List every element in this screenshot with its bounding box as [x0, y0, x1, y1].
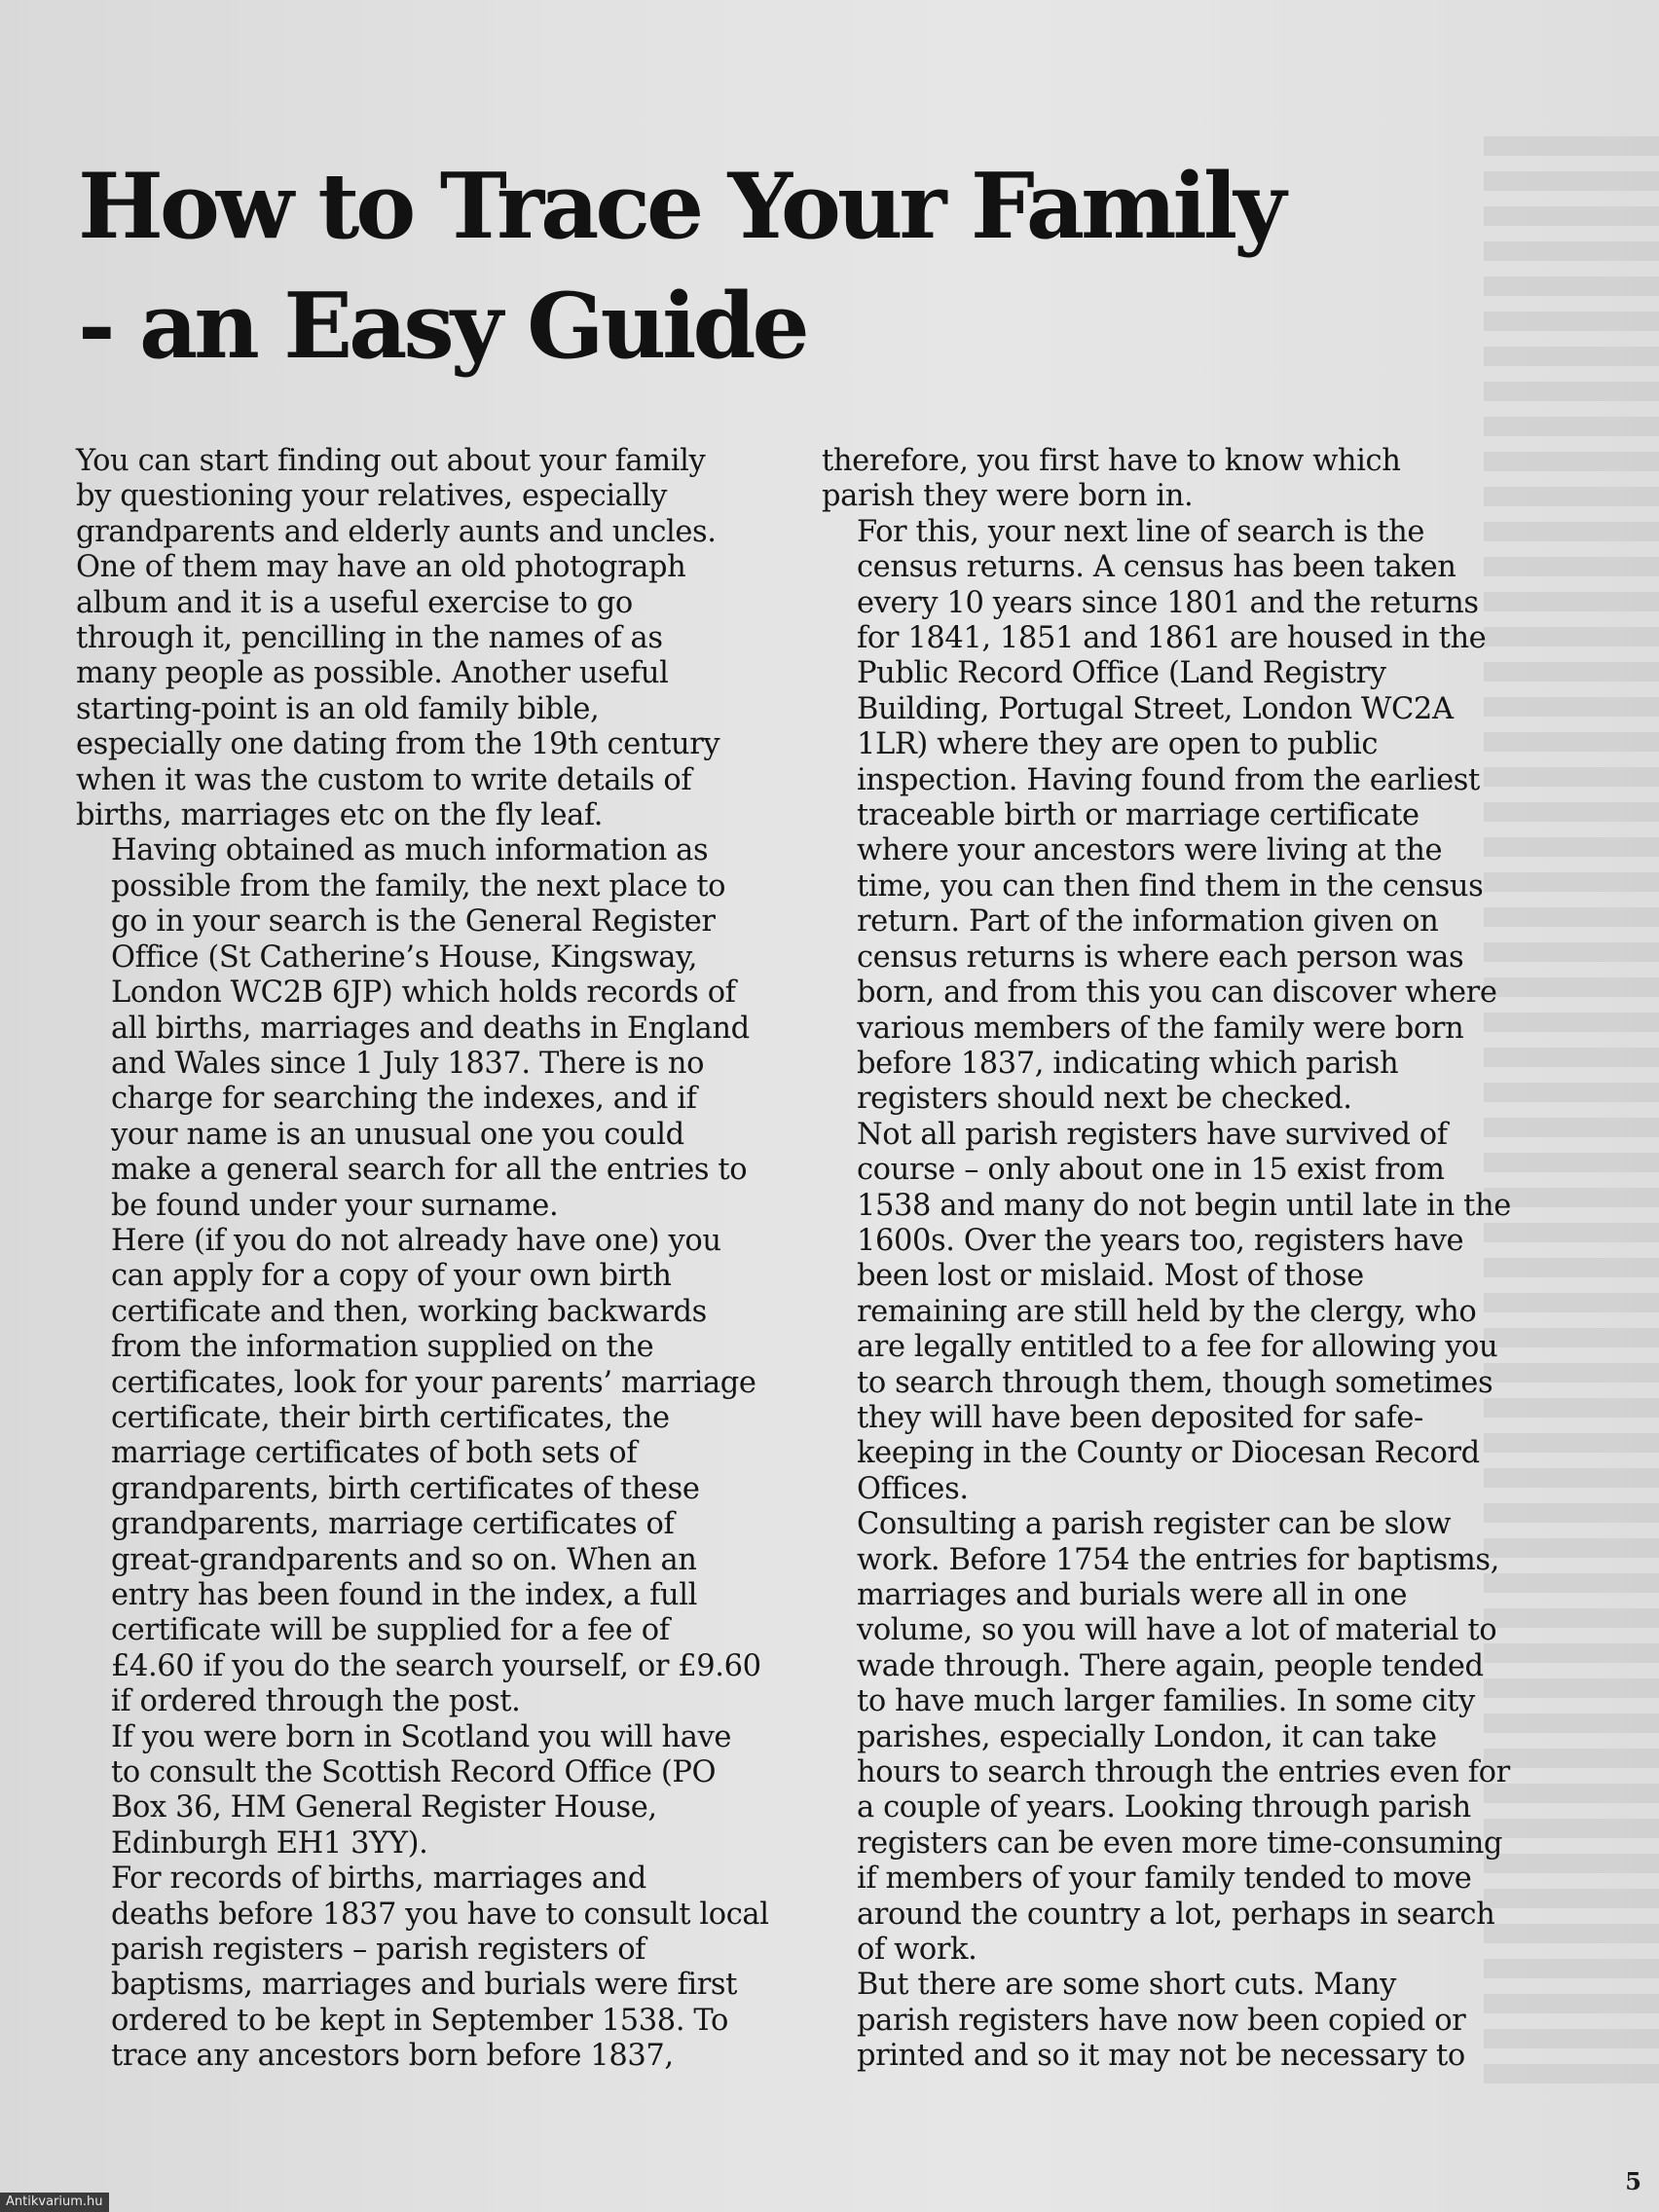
text-line: course – only about one in 15 exist from	[857, 1153, 1445, 1188]
text-line: wade through. There again, people tended	[857, 1648, 1484, 1683]
text-line: to consult the Scottish Record Office (PO	[111, 1755, 717, 1790]
text-line: when it was the custom to write details of	[76, 762, 692, 797]
text-line: births, marriages etc on the fly leaf.	[76, 798, 604, 833]
text-line: Public Record Office (Land Registry	[857, 656, 1386, 691]
text-line: therefore, you first have to know which	[822, 444, 1401, 478]
text-line: make a general search for all the entries to	[111, 1153, 748, 1188]
text-line: certificate will be supplied for a fee of	[111, 1613, 670, 1648]
text-line: inspection. Having found from the earliest	[857, 762, 1480, 797]
text-line: parishes, especially London, it can take	[857, 1719, 1437, 1754]
text-line: registers should next be checked.	[857, 1082, 1352, 1117]
text-line: parish registers have now been copied or	[857, 2003, 1466, 2038]
text-line: go in your search is the General Register	[111, 904, 716, 940]
page-number: 5	[1625, 2167, 1641, 2195]
text-line: deaths before 1837 you have to consult local	[111, 1897, 769, 1932]
text-line: from the information supplied on the	[111, 1330, 654, 1365]
text-line: work. Before 1754 the entries for baptisms,	[857, 1542, 1499, 1577]
text-line: Having obtained as much information as	[111, 833, 709, 868]
text-line: census returns is where each person was	[857, 940, 1464, 975]
text-line: through it, pencilling in the names of as	[76, 621, 663, 656]
text-line: £4.60 if you do the search yourself, or £9.60	[111, 1648, 761, 1683]
paragraph	[76, 444, 798, 833]
paragraph	[822, 444, 1538, 515]
text-line: great-grandparents and so on. When an	[111, 1542, 697, 1577]
text-line: various members of the family were born	[857, 1011, 1464, 1046]
paragraph	[822, 515, 1538, 1118]
text-line: grandparents and elderly aunts and uncles.	[76, 514, 717, 549]
text-line: hours to search through the entries even for	[857, 1755, 1510, 1790]
text-line: London WC2B 6JP) which holds records of	[111, 976, 736, 1011]
text-line: if members of your family tended to move	[857, 1862, 1472, 1897]
text-line: are legally entitled to a fee for allowing you	[857, 1330, 1498, 1365]
text-line: registers can be even more time-consuming	[857, 1825, 1503, 1861]
text-line: Not all parish registers have survived of	[857, 1117, 1448, 1152]
text-line: baptisms, marriages and burials were first	[111, 1968, 738, 2003]
text-line: For records of births, marriages and	[111, 1862, 646, 1897]
paragraph	[76, 1862, 798, 2074]
paragraph	[822, 1507, 1538, 1968]
paragraph	[76, 833, 798, 1223]
text-line: If you were born in Scotland you will have	[111, 1719, 732, 1754]
paragraph	[822, 1118, 1538, 1507]
text-line: parish registers – parish registers of	[111, 1933, 646, 1968]
text-line: trace any ancestors born before 1837,	[111, 2039, 674, 2074]
text-line: Offices.	[857, 1471, 969, 1506]
text-line: keeping in the County or Diocesan Record	[857, 1436, 1480, 1471]
text-line: marriage certificates of both sets of	[111, 1436, 638, 1471]
text-line: ordered to be kept in September 1538. To	[111, 2003, 728, 2038]
text-line: to search through them, though sometimes	[857, 1365, 1493, 1400]
text-line: can apply for a copy of your own birth	[111, 1259, 672, 1294]
text-line: around the country a lot, perhaps in search	[857, 1897, 1495, 1932]
paragraph	[76, 1224, 798, 1720]
text-line: to have much larger families. In some city	[857, 1684, 1475, 1719]
text-line: before 1837, indicating which parish	[857, 1046, 1399, 1081]
text-line: 1538 and many do not begin until late in the	[857, 1188, 1511, 1223]
text-line: if ordered through the post.	[111, 1684, 521, 1719]
text-line: possible from the family, the next place to	[111, 868, 726, 903]
text-line: all births, marriages and deaths in England	[111, 1011, 750, 1046]
text-line: certificates, look for your parents’ marriage	[111, 1365, 756, 1400]
text-line: Edinburgh EH1 3YY).	[111, 1825, 428, 1861]
paragraph	[76, 1720, 798, 1862]
text-line: charge for searching the indexes, and if	[111, 1082, 697, 1117]
text-line: grandparents, birth certificates of these	[111, 1471, 700, 1506]
text-line: return. Part of the information given on	[857, 904, 1439, 940]
title-line: - an Easy Guide	[78, 273, 806, 379]
text-line: entry has been found in the index, a full	[111, 1578, 697, 1612]
text-line: many people as possible. Another useful	[76, 656, 669, 691]
text-line: every 10 years since 1801 and the returns	[857, 585, 1479, 620]
text-line: 1LR) where they are open to public	[857, 727, 1378, 762]
text-line: certificate and then, working backwards	[111, 1294, 707, 1329]
text-line: by questioning your relatives, especially	[76, 479, 668, 514]
watermark: Antikvarium.hu	[0, 2193, 109, 2212]
text-line: album and it is a useful exercise to go	[76, 585, 633, 620]
text-line: of work.	[857, 1933, 977, 1968]
text-line: parish they were born in.	[822, 479, 1194, 514]
text-line: Consulting a parish register can be slow	[857, 1507, 1452, 1542]
text-line: for 1841, 1851 and 1861 are housed in the	[857, 621, 1487, 656]
text-line: your name is an unusual one you could	[111, 1117, 684, 1152]
text-line: a couple of years. Looking through parish	[857, 1790, 1471, 1825]
left-column	[76, 444, 798, 2075]
right-column	[822, 444, 1538, 2075]
text-line: printed and so it may not be necessary to	[857, 2039, 1465, 2074]
text-line: Here (if you do not already have one) you	[111, 1223, 721, 1258]
paragraph	[822, 1968, 1538, 2074]
text-line: time, you can then find them in the census	[857, 868, 1484, 903]
text-line: 1600s. Over the years too, registers have	[857, 1223, 1464, 1258]
text-line: where your ancestors were living at the	[857, 833, 1443, 868]
text-line: Box 36, HM General Register House,	[111, 1790, 657, 1825]
text-line: and Wales since 1 July 1837. There is no	[111, 1046, 705, 1081]
text-line: You can start finding out about your family	[76, 444, 706, 478]
text-line: Office (St Catherine’s House, Kingsway,	[111, 940, 698, 975]
title-line: How to Trace Your Family	[78, 153, 1283, 259]
article-title	[78, 146, 1441, 386]
text-line: marriages and burials were all in one	[857, 1578, 1408, 1612]
text-line: remaining are still held by the clergy, who	[857, 1294, 1477, 1329]
text-line: Building, Portugal Street, London WC2A	[857, 691, 1454, 726]
text-line: especially one dating from the 19th century	[76, 727, 720, 762]
text-line: census returns. A census has been taken	[857, 550, 1456, 585]
text-line: For this, your next line of search is the	[857, 514, 1424, 549]
text-line: traceable birth or marriage certificate	[857, 798, 1419, 833]
text-line: be found under your surname.	[111, 1188, 559, 1223]
text-line: But there are some short cuts. Many	[857, 1968, 1396, 2003]
text-line: born, and from this you can discover where	[857, 976, 1497, 1011]
text-line: volume, so you will have a lot of material to	[857, 1613, 1497, 1648]
text-line: been lost or mislaid. Most of those	[857, 1259, 1364, 1294]
text-line: certificate, their birth certificates, the	[111, 1400, 670, 1435]
text-line: starting-point is an old family bible,	[76, 691, 600, 726]
text-line: grandparents, marriage certificates of	[111, 1507, 675, 1542]
text-line: One of them may have an old photograph	[76, 550, 686, 585]
text-line: they will have been deposited for safe-	[857, 1400, 1423, 1435]
